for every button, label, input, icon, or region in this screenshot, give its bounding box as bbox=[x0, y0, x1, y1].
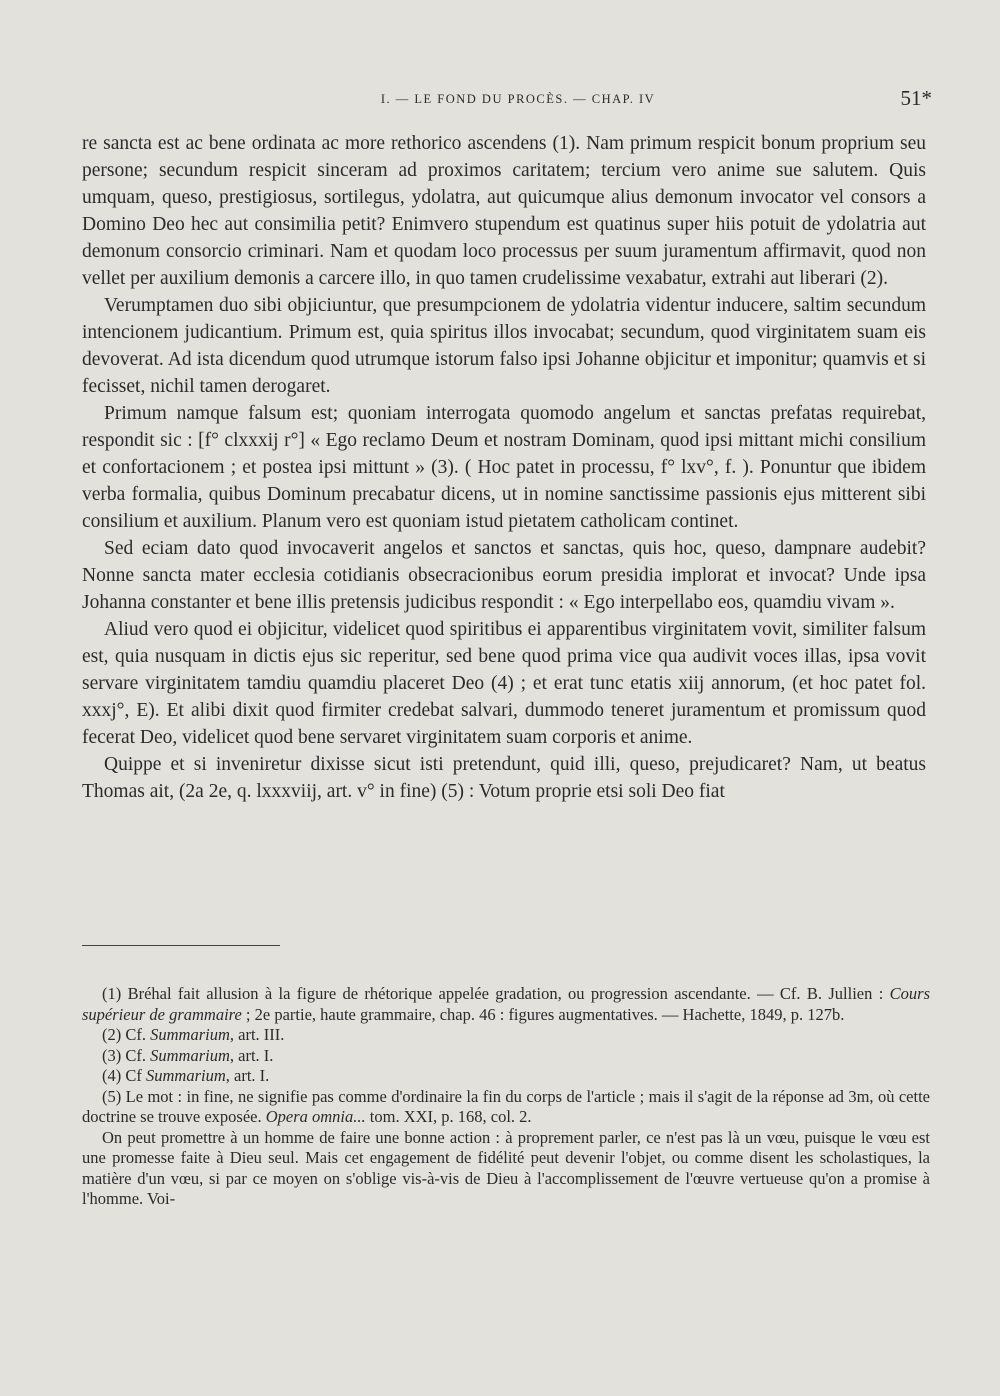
footnote-1-title: Cours supérieur de grammaire bbox=[82, 984, 930, 1024]
footnote-3-title: Summarium bbox=[150, 1045, 230, 1065]
footnote-4-text-c: , art. I. bbox=[225, 1066, 270, 1085]
page-header bbox=[0, 84, 1000, 114]
footnote-5-title: Opera omnia... bbox=[265, 1107, 366, 1126]
footnote-3-text-c: , art. I. bbox=[229, 1045, 274, 1065]
footnote-5-text-a: (5) Le mot : in fine, ne signifie pas comme d'ordinaire la fin du corps de l'article ; mais il s'agit de la réponse ad 3m, où cette doctrine se trouve exposée. bbox=[82, 1086, 930, 1126]
paragraph-3: Primum namque falsum est; quoniam interrogata quomodo angelum et sanctas prefatas requirebat, respondit sic : [f° clxxxij r°] « Ego reclamo Deum et nostram Dominam, quod ipsi mittant michi consilium et confortacionem ; et postea ipsi mittunt » (3). ( Hoc patet in processu, f° lxv°, f. ). Ponuntur que ibidem verba formalia, quibus Dominum precabatur dicens, ut in nomine sanctissime passionis ejus mitterent sibi consilium et auxilium. Planum vero est quoniam istud pietatem catholicam continet. bbox=[82, 403, 926, 532]
footnote-1-text-a: (1) Bréhal fait allusion à la figure de rhétorique appelée gradation, ou progression ascendante. — Cf. B. Jullien : bbox=[102, 984, 890, 1003]
paragraph-1: re sancta est ac bene ordinata ac more rethorico ascendens (1). Nam primum respicit bonum proprium seu persone; secundum respicit sinceram ad proximos caritatem; tercium vero anime sue salutem. Quis umquam, queso, prestigiosus, sortilegus, ydolatra, aut quicumque alius demonum invocator vel consors a Domino Deo hec aut consimilia petit? Enimvero stupendum est quatinus super hiis potuit de ydolatria aut demonum consorcio criminari. Nam et quodam loco processus per suum juramentum affirmavit, quod non vellet per auxilium demonis a carcere illo, in quo tamen crudelissime vexabatur, extrahi aut liberari (2). bbox=[82, 133, 926, 289]
footnote-4-text-a: (4) Cf bbox=[102, 1066, 146, 1085]
footnote-4 bbox=[82, 1066, 930, 1087]
footnote-2-text-c: , art. III. bbox=[229, 1025, 285, 1044]
page-number: 51* bbox=[900, 86, 932, 110]
paragraph-5: Aliud vero quod ei objicitur, videlicet quod spiritibus ei apparentibus virginitatem vovit, similiter falsum est, quia nusquam in dictis ejus sic reperitur, sed bene quod prima vice qua audivit voces illas, ipsa vovit servare virginitatem tamdiu quamdiu placeret Deo (4) ; et erat tunc etatis xiij annorum, (et hoc patet fol. xxxj°, E). Et alibi dixit quod firmiter credebat salvari, dummodo teneret juramentum et promissum quod fecerat Deo, videlicet quod bene servaret virginitatem suam corporis et anime. bbox=[82, 619, 926, 748]
footnote-2 bbox=[82, 1025, 930, 1046]
footnote-4-title: Summarium bbox=[146, 1066, 226, 1085]
paragraph-4: Sed eciam dato quod invocaverit angelos et sanctos et sanctas, quis hoc, queso, dampnare audebit? Nonne sancta mater ecclesia cotidianis obsecracionibus eorum presidia implorat et invocat? Unde ipsa Johanna constanter et bene illis pretensis judicibus respondit : « Ego interpellabo eos, quamdiu vivam ». bbox=[82, 538, 926, 613]
footnote-5-text-c: tom. XXI, p. 168, col. 2. bbox=[365, 1107, 532, 1126]
paragraph-2: Verumptamen duo sibi objiciuntur, que presumpcionem de ydolatria videntur inducere, saltim secundum intencionem judicantium. Primum est, quia spiritus illos invocabat; secundum, quod virginitatem suam eis devoverat. Ad ista dicendum quod utrumque istorum falso ipsi Johanne objicitur et imponitur; quamvis et si fecisset, nichil tamen derogaret. bbox=[82, 295, 926, 397]
footnote-3 bbox=[82, 1046, 930, 1067]
paragraph-6: Quippe et si inveniretur dixisse sicut isti pretendunt, quid illi, queso, prejudicaret? Nam, ut beatus Thomas ait, (2a 2e, q. lxxxviij, art. v° in fine) (5) : Votum proprie etsi soli Deo fiat bbox=[82, 754, 926, 802]
footnote-2-text-a: (2) Cf. bbox=[102, 1025, 151, 1044]
footnote-1-text-c: ; 2e partie, haute grammaire, chap. 46 : figures augmentatives. — Hachette, 1849, p. 127b. bbox=[241, 1004, 845, 1024]
running-head: I. — LE FOND DU PROCÈS. — CHAP. IV bbox=[380, 92, 656, 106]
footnote-1 bbox=[82, 984, 930, 1025]
footnote-5-continuation: On peut promettre à un homme de faire une bonne action : à proprement parler, ce n'est pas là un vœu, puisque le vœu est une promesse faite à Dieu seul. Mais cet engagement de fidélité peut devenir l'objet, ou comme disent les scholastiques, la matière d'un vœu, si par ce moyen on s'oblige vis-à-vis de Dieu à l'accomplissement de l'œuvre vertueuse qu'on a promise à l'homme. Voi- bbox=[82, 1127, 930, 1208]
main-text bbox=[82, 130, 926, 805]
footnote-divider bbox=[82, 945, 280, 946]
footnotes bbox=[82, 984, 930, 1210]
footnote-5 bbox=[82, 1087, 930, 1128]
footnote-3-text-a: (3) Cf. bbox=[102, 1045, 151, 1065]
footnote-2-title: Summarium bbox=[150, 1025, 230, 1044]
